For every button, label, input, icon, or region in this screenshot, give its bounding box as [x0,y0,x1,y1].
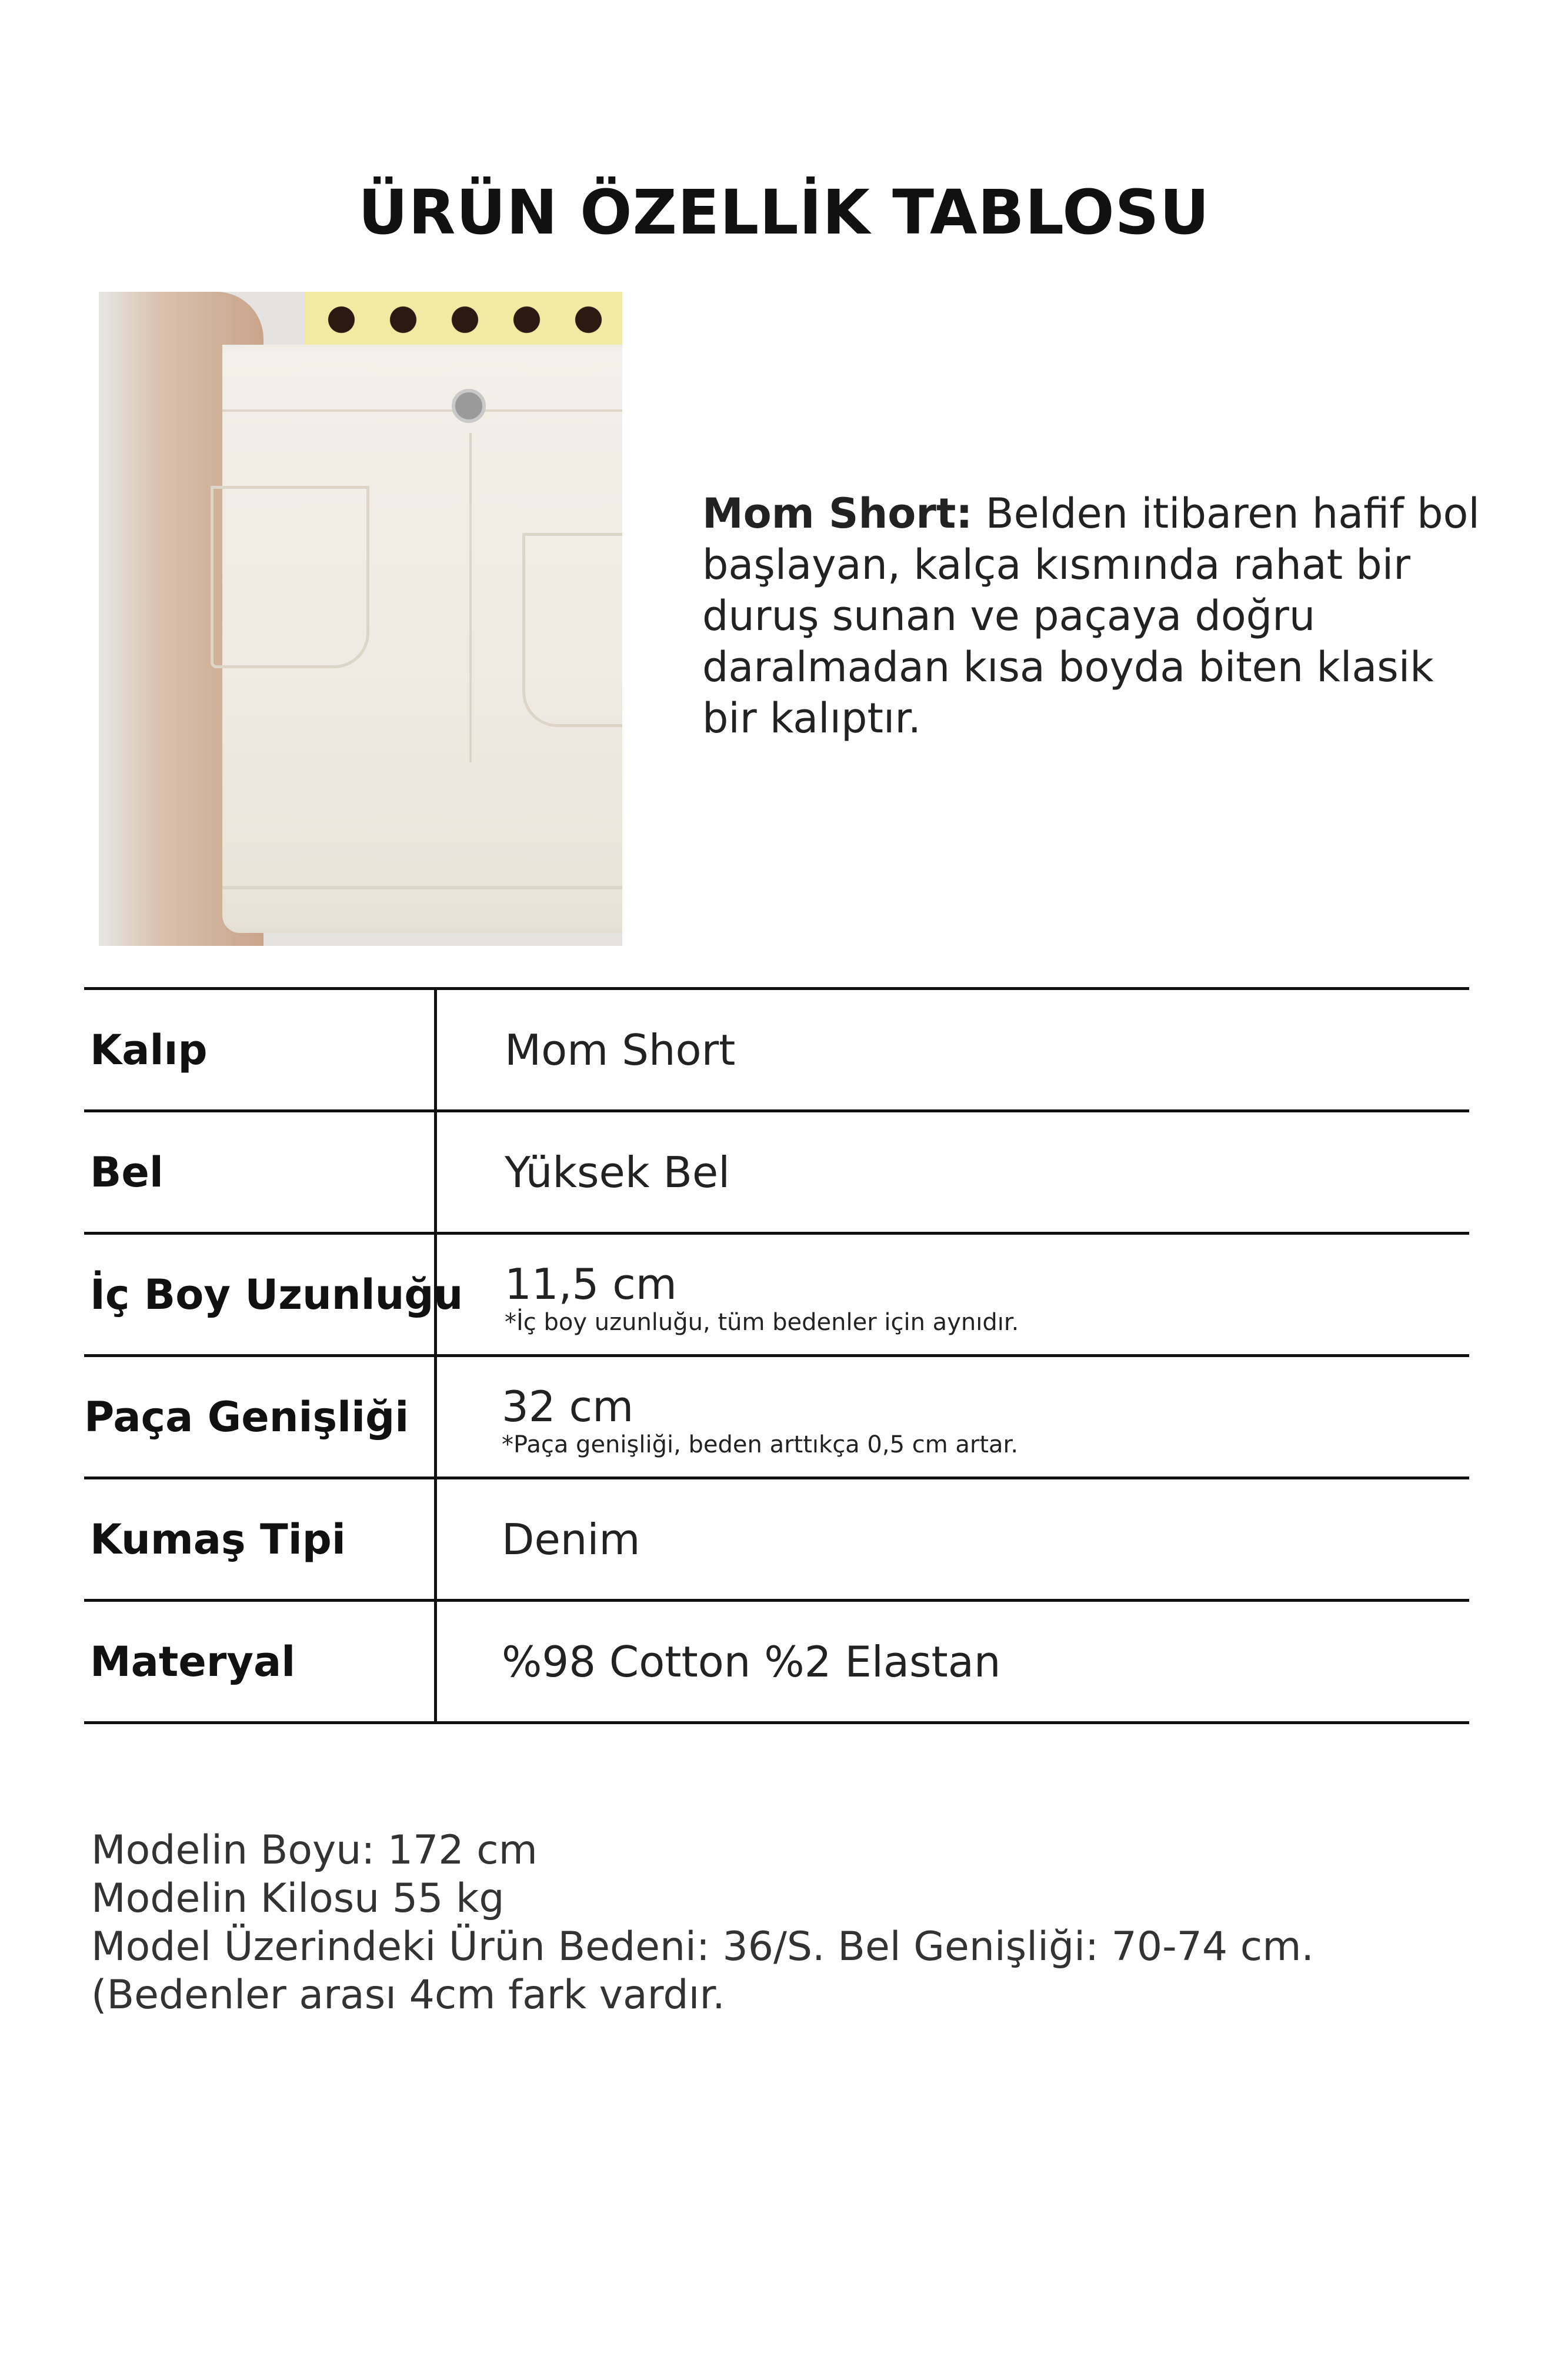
spec-value: %98 Cotton %2 Elastan [502,1637,1001,1687]
column-divider [434,1357,437,1477]
product-photo [99,292,622,946]
description-term: Mom Short: [702,489,973,538]
column-divider [434,1112,437,1232]
photo-fly-seam [469,433,472,762]
spec-row-kalip [84,990,1469,1112]
spec-value: Yüksek Bel [505,1147,730,1197]
spec-label: Paça Genişliği [84,1392,409,1441]
spec-row-ic-boy [84,1235,1469,1357]
spec-value: 11,5 cm [505,1259,677,1309]
spec-note: *İç boy uzunluğu, tüm bedenler için aynıdır. [505,1309,1019,1336]
column-divider [434,1479,437,1599]
model-size-info: Model Üzerindeki Ürün Bedeni: 36/S. Bel Genişliği: 70-74 cm. (Bedenler arası 4cm fark vardır. [91,1924,1315,2018]
spec-row-paca [84,1357,1469,1479]
spec-label: Kalıp [90,1025,208,1074]
spec-label: İç Boy Uzunluğu [90,1270,463,1319]
column-divider [434,1602,437,1721]
photo-hem [222,886,622,889]
spec-value: Denim [502,1514,640,1564]
product-description [702,488,1484,744]
spec-label: Bel [90,1148,164,1197]
model-info [91,1827,1503,2019]
photo-pocket-left [211,486,369,668]
spec-value-group [502,1383,1018,1459]
spec-value: 32 cm [502,1382,634,1431]
model-height: Modelin Boyu: 172 cm [91,1827,538,1874]
page-title: ÜRÜN ÖZELLİK TABLOSU [358,176,1210,248]
spec-value-group [505,1261,1019,1337]
spec-value: Mom Short [505,1025,736,1075]
description-text: Belden itibaren hafif bol başlayan, kalça kısmında rahat bir duruş sunan ve paçaya doğru daralmadan kısa boyda biten klasik bir kalıptır. [702,489,1480,742]
spec-note: *Paça genişliği, beden arttıkça 0,5 cm artar. [502,1431,1019,1458]
photo-pocket-right [522,533,622,727]
spec-row-materyal [84,1602,1469,1724]
column-divider [434,990,437,1109]
spec-row-bel [84,1112,1469,1235]
spec-row-kumas [84,1479,1469,1602]
photo-button [452,389,486,423]
photo-waistband [222,345,622,412]
spec-label: Materyal [90,1637,296,1686]
spec-label: Kumaş Tipi [90,1515,346,1564]
model-weight: Modelin Kilosu 55 kg [91,1875,505,1922]
spec-table [84,987,1469,1724]
